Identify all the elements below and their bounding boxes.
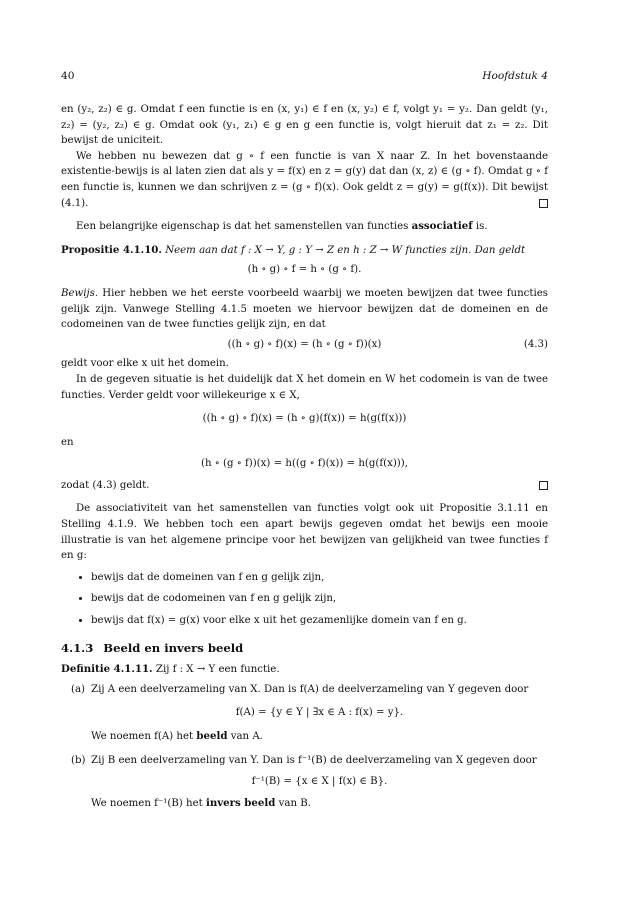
qed-square-icon [539, 199, 548, 208]
definition-item-b [61, 753, 548, 812]
term-associatief: associatief [411, 220, 473, 233]
item-note [91, 729, 548, 745]
connector-text: en [61, 436, 74, 448]
text-run: van A. [227, 731, 263, 742]
text-run: We noemen f(A) het [91, 731, 197, 742]
paragraph-text: zodat (4.3) geldt. [61, 479, 150, 491]
proposition [61, 243, 548, 259]
bullet-list [61, 570, 548, 629]
paragraph [61, 149, 548, 211]
term-beeld: beeld [196, 730, 228, 742]
proposition-text: Neem aan dat f : X → Y, g : Y → Z en h : Z → W functies zijn. Dan geldt [165, 244, 526, 256]
section-number: 4.1.3 [61, 640, 94, 655]
qed-square-icon [539, 481, 548, 490]
paragraph: In de gegeven situatie is het duidelijk dat X het domein en W het codomein is van de twee functies. Verder geldt voor willekeurige x ∈ X, [61, 373, 548, 401]
proof-text: Hier hebben we het eerste voorbeeld waarbij we moeten bewijzen dat twee functies gelijk zijn. Vanwege Stelling 4.1.5 moeten we hiervoor bewijzen dat de domeinen en de codomeinen van de twee functies gelijk zijn, en dat [61, 287, 548, 331]
list-item: • bewijs dat f(x) = g(x) voor elke x uit het gezamenlijke domein van f en g. [91, 613, 548, 629]
equation-4-3 [61, 337, 548, 353]
paragraph [61, 478, 548, 494]
item-note [91, 796, 548, 812]
page-number: 40 [61, 70, 75, 82]
equation-number: (4.3) [523, 338, 548, 350]
proof [61, 286, 548, 333]
proposition-label: Propositie 4.1.10. [61, 243, 162, 256]
equation-formula: ((h ∘ g) ∘ f)(x) = (h ∘ (g ∘ f))(x) [227, 338, 382, 350]
display-formula: ((h ∘ g) ∘ f)(x) = (h ∘ g)(f(x)) = h(g(f(x))) [202, 413, 407, 425]
text-run: We noemen f⁻¹(B) het [91, 797, 206, 809]
term-invers-beeld: invers beeld [205, 796, 276, 809]
list-item: • bewijs dat de codomeinen van f en g gelijk zijn, [91, 591, 548, 607]
paragraph: en (y₂, z₂) ∈ g. Omdat f een functie is en (x, y₁) ∈ f en (x, y₂) ∈ f, volgt y₁ = y₂. Dan geldt (y₁, z₂) = (y₂, z₂) ∈ g. Omdat ook (y₁, z₁) ∈ g en g een functie is, volgt hieruit dat z₁ = z₂. Dit bewijst de uniciteit. [61, 104, 548, 147]
section-heading [61, 641, 548, 657]
paragraph-text: We hebben nu bewezen dat g ∘ f een functie is van X naar Z. In het bovenstaande existentie-bewijs is al laten zien dat als y = f(x) en z = g(y) dat dan (x, z) ∈ (g ∘ f). Omdat g ∘ f een functie is, kunnen we dan schrijven z = (g ∘ f)(x). Ook geldt z = g(y) = g(f(x)). Dit bewijst (4.1). [61, 150, 548, 209]
item-label: (a) [71, 683, 86, 695]
item-text: Zij B een deelverzameling van Y. Dan is f⁻¹(B) de deelverzameling van X gegeven door [91, 754, 537, 766]
text-run: Een belangrijke eigenschap is dat het samenstellen van functies [76, 221, 412, 233]
proposition-formula: (h ∘ g) ∘ f = h ∘ (g ∘ f). [247, 264, 362, 276]
item-label: (b) [71, 754, 86, 766]
paragraph: geldt voor elke x uit het domein. [61, 358, 229, 370]
definition-text: Zij f : X → Y een functie. [155, 664, 280, 676]
display-formula: f(A) = {y ∈ Y | ∃x ∈ A : f(x) = y}. [235, 707, 404, 719]
text-run: van B. [275, 797, 311, 809]
paragraph [61, 219, 548, 235]
list-item: • bewijs dat de domeinen van f en g gelijk zijn, [91, 570, 548, 586]
definition-item-a [61, 682, 548, 745]
paragraph: De associativiteit van het samenstellen van functies volgt ook uit Propositie 3.1.11 en Stelling 4.1.9. We hebben toch een apart bewijs gegeven omdat het bewijs een mooie illustratie is van het algemene principe voor het bewijzen van gelijkheid van twee functies f en g: [61, 503, 548, 562]
display-formula: f⁻¹(B) = {x ∈ X | f(x) ∈ B}. [251, 776, 388, 788]
item-text: Zij A een deelverzameling van X. Dan is f(A) de deelverzameling van Y gegeven door [91, 683, 529, 695]
definition-label: Definitie 4.1.11. [61, 663, 153, 676]
display-formula: (h ∘ (g ∘ f))(x) = h((g ∘ f)(x)) = h(g(f(x))), [200, 458, 408, 470]
chapter-title: Hoofdstuk 4 [482, 70, 548, 82]
proof-label: Bewijs. [61, 287, 99, 299]
text-run: is. [472, 221, 488, 233]
page-body [61, 102, 548, 811]
section-title: Beeld en invers beeld [103, 640, 244, 655]
definition [61, 662, 548, 678]
page-header [61, 70, 548, 86]
